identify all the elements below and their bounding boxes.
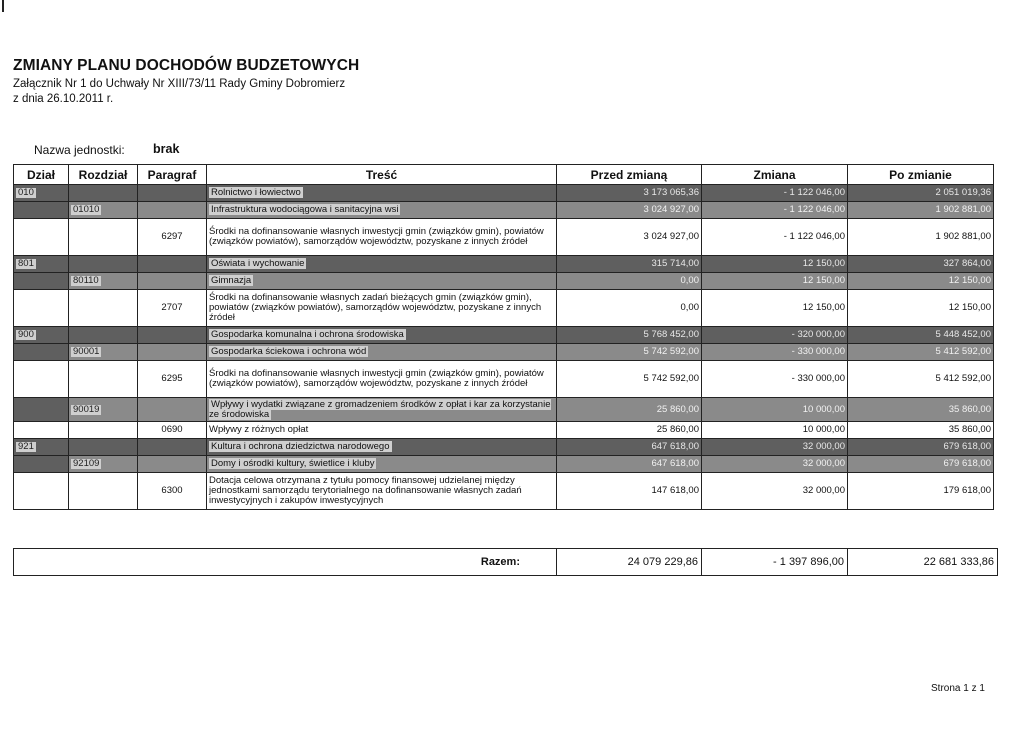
cell-po: 2 051 019,36: [848, 185, 994, 202]
cell-przed: 25 860,00: [557, 398, 702, 422]
cell-przed: 647 618,00: [557, 456, 702, 473]
table-row: [14, 473, 994, 510]
cell-paragraf: [138, 327, 207, 344]
document-title: ZMIANY PLANU DOCHODÓW BUDZETOWYCH: [13, 57, 360, 74]
cell-rozdzial: [69, 185, 138, 202]
cell-dzial-text: 900: [18, 329, 34, 340]
table-row: [14, 456, 994, 473]
cell-rozdzial: [69, 273, 138, 290]
cell-tresc: [207, 256, 557, 273]
cell-tresc: [207, 185, 557, 202]
cell-rozdzial-text: 80110: [73, 275, 99, 286]
cell-zmiana: 10 000,00: [702, 422, 848, 439]
cell-paragraf: 6295: [138, 361, 207, 398]
cell-zmiana: - 1 122 046,00: [702, 185, 848, 202]
cell-tresc: Środki na dofinansowanie własnych zadań bieżących gmin (związków gmin), powiatów (związków powiatów), samorządów województw, pozyskane z innych źródeł: [207, 290, 557, 327]
cell-tresc-text: Gospodarka ściekowa i ochrona wód: [211, 346, 367, 357]
document-subtitle-date: z dnia 26.10.2011 r.: [13, 93, 114, 105]
cell-rozdzial: [69, 473, 138, 510]
total-po: 22 681 333,86: [848, 549, 998, 576]
document-subtitle-resolution: Załącznik Nr 1 do Uchwały Nr XIII/73/11 Rady Gminy Dobromierz: [13, 78, 346, 90]
cell-zmiana: 12 150,00: [702, 290, 848, 327]
scan-mark: [2, 0, 4, 12]
cell-tresc-text: Domy i ośrodki kultury, świetlice i kluby: [211, 458, 375, 469]
cell-przed: 647 618,00: [557, 439, 702, 456]
unit-name-label: Nazwa jednostki:: [34, 143, 125, 157]
cell-po: 35 860,00: [848, 422, 994, 439]
cell-rozdzial: [69, 202, 138, 219]
cell-dzial: [14, 422, 69, 439]
table-header-row: [14, 165, 994, 185]
cell-tresc-text: Infrastruktura wodociągowa i sanitacyjna wsi: [211, 204, 399, 215]
table-row: [14, 219, 994, 256]
cell-paragraf: [138, 344, 207, 361]
total-table: [13, 548, 998, 576]
column-header-rozdzial: Rozdział: [69, 165, 138, 185]
cell-po: 35 860,00: [848, 398, 994, 422]
cell-rozdzial: [69, 422, 138, 439]
page-number: Strona 1 z 1: [931, 683, 985, 694]
cell-dzial: [14, 473, 69, 510]
budget-changes-table: [13, 164, 994, 510]
cell-tresc-text: Kultura i ochrona dziedzictwa narodowego: [211, 441, 390, 452]
cell-zmiana: - 330 000,00: [702, 344, 848, 361]
cell-dzial: [14, 361, 69, 398]
cell-przed: 5 742 592,00: [557, 344, 702, 361]
cell-rozdzial: [69, 439, 138, 456]
column-header-paragraf: Paragraf: [138, 165, 207, 185]
cell-dzial: [14, 185, 69, 202]
column-header-przed: Przed zmianą: [557, 165, 702, 185]
cell-dzial: [14, 344, 69, 361]
cell-rozdzial-text: 90001: [73, 346, 100, 357]
cell-dzial-text: 801: [18, 258, 34, 269]
cell-rozdzial: [69, 290, 138, 327]
table-row: [14, 290, 994, 327]
cell-rozdzial-text: 92109: [73, 458, 100, 469]
cell-przed: 0,00: [557, 273, 702, 290]
cell-rozdzial: [69, 219, 138, 256]
cell-dzial: [14, 439, 69, 456]
cell-dzial: [14, 273, 69, 290]
cell-dzial: [14, 202, 69, 219]
cell-po: 5 448 452,00: [848, 327, 994, 344]
table-row: [14, 185, 994, 202]
cell-przed: 25 860,00: [557, 422, 702, 439]
table-row: [14, 422, 994, 439]
cell-paragraf: 6297: [138, 219, 207, 256]
cell-przed: 5 742 592,00: [557, 361, 702, 398]
total-przed: 24 079 229,86: [557, 549, 702, 576]
cell-rozdzial: [69, 398, 138, 422]
cell-po: 679 618,00: [848, 439, 994, 456]
cell-przed: 3 024 927,00: [557, 219, 702, 256]
table-row: [14, 439, 994, 456]
cell-tresc-text: Oświata i wychowanie: [211, 258, 305, 269]
table-row: [14, 202, 994, 219]
cell-tresc-text: Wpływy i wydatki związane z gromadzeniem środków z opłat i kar za korzystanie ze środowiska: [209, 398, 551, 420]
unit-name-value: brak: [153, 142, 180, 156]
column-header-dzial: Dział: [14, 165, 69, 185]
cell-tresc: [207, 398, 557, 422]
cell-zmiana: - 1 122 046,00: [702, 219, 848, 256]
cell-po: 12 150,00: [848, 273, 994, 290]
total-label: Razem:: [14, 549, 557, 576]
cell-rozdzial: [69, 327, 138, 344]
cell-po: 1 902 881,00: [848, 202, 994, 219]
cell-po: 679 618,00: [848, 456, 994, 473]
table-row: [14, 273, 994, 290]
cell-paragraf: [138, 456, 207, 473]
cell-paragraf: [138, 185, 207, 202]
cell-zmiana: - 330 000,00: [702, 361, 848, 398]
cell-dzial: [14, 290, 69, 327]
cell-tresc: [207, 344, 557, 361]
cell-rozdzial: [69, 361, 138, 398]
cell-paragraf: [138, 202, 207, 219]
total-zmiana: - 1 397 896,00: [702, 549, 848, 576]
cell-tresc: [207, 456, 557, 473]
cell-tresc-text: Rolnictwo i łowiectwo: [211, 187, 301, 198]
cell-paragraf: [138, 439, 207, 456]
cell-rozdzial: [69, 456, 138, 473]
cell-zmiana: 32 000,00: [702, 439, 848, 456]
cell-rozdzial-text: 01010: [73, 204, 100, 215]
cell-po: 5 412 592,00: [848, 344, 994, 361]
cell-przed: 0,00: [557, 290, 702, 327]
table-row: [14, 344, 994, 361]
column-header-po: Po zmianie: [848, 165, 994, 185]
table-body: [14, 185, 994, 510]
column-header-tresc: Treść: [207, 165, 557, 185]
cell-paragraf: [138, 398, 207, 422]
cell-przed: 315 714,00: [557, 256, 702, 273]
cell-po: 1 902 881,00: [848, 219, 994, 256]
cell-dzial-text: 010: [18, 187, 34, 198]
cell-przed: 3 024 927,00: [557, 202, 702, 219]
cell-paragraf: [138, 273, 207, 290]
cell-zmiana: - 1 122 046,00: [702, 202, 848, 219]
cell-tresc-text: Gimnazja: [211, 275, 252, 286]
cell-paragraf: 6300: [138, 473, 207, 510]
cell-tresc: [207, 273, 557, 290]
cell-dzial: [14, 456, 69, 473]
cell-tresc: [207, 202, 557, 219]
cell-tresc: Środki na dofinansowanie własnych inwestycji gmin (związków gmin), powiatów (związków powiatów), samorządów województw, pozyskane z innych źródeł: [207, 361, 557, 398]
cell-zmiana: - 320 000,00: [702, 327, 848, 344]
cell-przed: 5 768 452,00: [557, 327, 702, 344]
cell-rozdzial-text: 90019: [73, 403, 100, 415]
cell-paragraf: [138, 256, 207, 273]
table-row: [14, 398, 994, 422]
cell-zmiana: 32 000,00: [702, 473, 848, 510]
cell-tresc: [207, 327, 557, 344]
table-row: [14, 256, 994, 273]
total-row: [14, 549, 998, 576]
cell-przed: 147 618,00: [557, 473, 702, 510]
cell-dzial-text: 921: [18, 441, 34, 452]
cell-po: 327 864,00: [848, 256, 994, 273]
cell-tresc: Dotacja celowa otrzymana z tytułu pomocy finansowej udzielanej między jednostkami samorządu terytorialnego na dofinansowanie własnych zadań inwestycyjnych i zakupów inwestycyjnych: [207, 473, 557, 510]
cell-dzial: [14, 398, 69, 422]
cell-przed: 3 173 065,36: [557, 185, 702, 202]
cell-rozdzial: [69, 344, 138, 361]
cell-dzial: [14, 219, 69, 256]
cell-tresc-text: Gospodarka komunalna i ochrona środowiska: [211, 329, 404, 340]
table-row: [14, 327, 994, 344]
cell-zmiana: 12 150,00: [702, 273, 848, 290]
cell-tresc: Środki na dofinansowanie własnych inwestycji gmin (związków gmin), powiatów (związków powiatów), samorządów województw, pozyskane z innych źródeł: [207, 219, 557, 256]
cell-zmiana: 12 150,00: [702, 256, 848, 273]
table-row: [14, 361, 994, 398]
cell-zmiana: 32 000,00: [702, 456, 848, 473]
cell-tresc: Wpływy z różnych opłat: [207, 422, 557, 439]
cell-tresc: [207, 439, 557, 456]
cell-po: 5 412 592,00: [848, 361, 994, 398]
cell-paragraf: 2707: [138, 290, 207, 327]
column-header-zmiana: Zmiana: [702, 165, 848, 185]
cell-po: 12 150,00: [848, 290, 994, 327]
cell-dzial: [14, 327, 69, 344]
cell-paragraf: 0690: [138, 422, 207, 439]
cell-dzial: [14, 256, 69, 273]
cell-po: 179 618,00: [848, 473, 994, 510]
cell-zmiana: 10 000,00: [702, 398, 848, 422]
cell-rozdzial: [69, 256, 138, 273]
